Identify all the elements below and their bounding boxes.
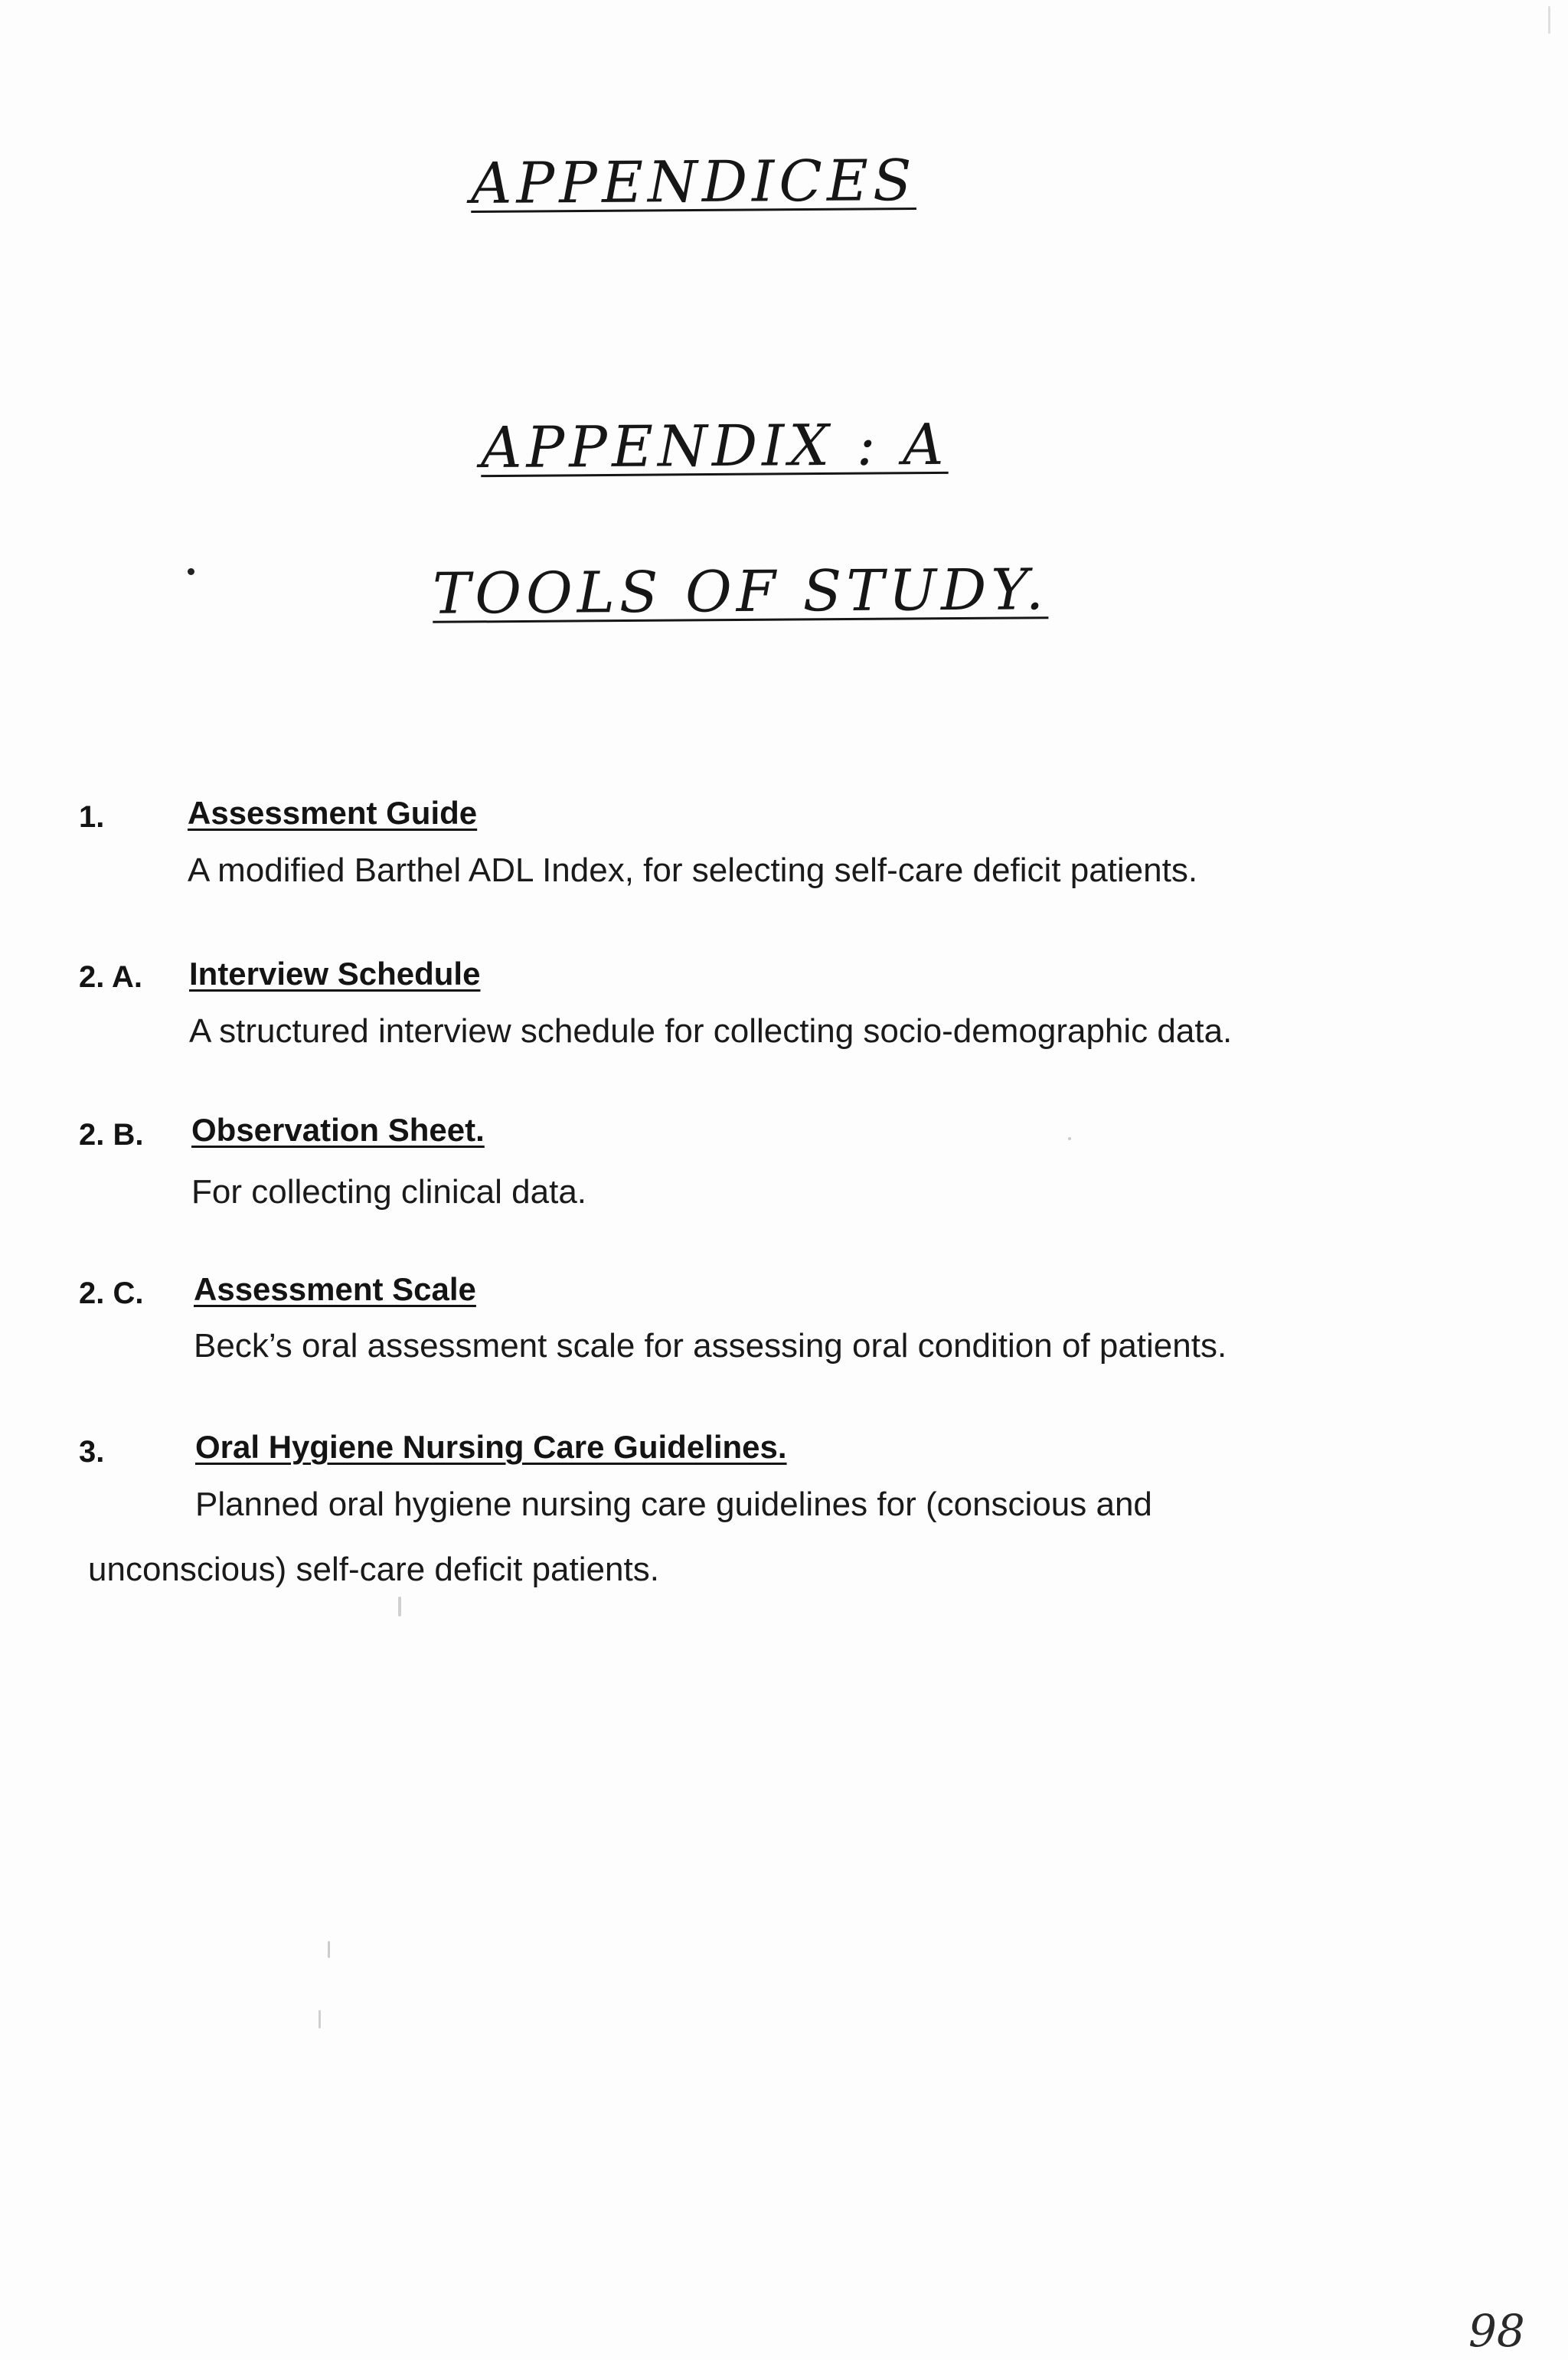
item-heading: Oral Hygiene Nursing Care Guidelines. bbox=[195, 1429, 787, 1465]
tools-of-study-title: TOOLS OF STUDY. bbox=[432, 557, 1049, 627]
scan-speck bbox=[328, 1941, 330, 1958]
item-description: A modified Barthel ADL Index, for selecting self-care deficit patients. bbox=[188, 851, 1198, 889]
appendices-title: APPENDICES bbox=[470, 147, 916, 217]
item-description-line-2: unconscious) self-care deficit patients. bbox=[88, 1551, 659, 1588]
item-description-line-1: Planned oral hygiene nursing care guidelines for (conscious and bbox=[195, 1486, 1152, 1523]
item-description: For collecting clinical data. bbox=[191, 1173, 587, 1211]
item-heading: Interview Schedule bbox=[189, 956, 481, 992]
item-number: 3. bbox=[79, 1435, 105, 1469]
appendix-a-title: APPENDIX : A bbox=[480, 411, 949, 482]
item-heading: Assessment Scale bbox=[194, 1271, 476, 1307]
scan-speck bbox=[1068, 1137, 1071, 1140]
item-number: 2. C. bbox=[79, 1276, 144, 1310]
item-number: 1. bbox=[79, 800, 105, 834]
item-number: 2. B. bbox=[79, 1118, 144, 1152]
scan-speck bbox=[398, 1597, 401, 1616]
scan-speck bbox=[1548, 6, 1550, 34]
item-heading: Observation Sheet. bbox=[191, 1112, 485, 1148]
scan-speck bbox=[318, 2010, 321, 2028]
stray-dot bbox=[188, 568, 194, 575]
item-description: Beck’s oral assessment scale for assessing oral condition of patients. bbox=[194, 1327, 1227, 1365]
page-number: 98 bbox=[1468, 2305, 1525, 2357]
item-number: 2. A. bbox=[79, 960, 142, 994]
item-description: A structured interview schedule for collecting socio-demographic data. bbox=[189, 1012, 1233, 1050]
item-heading: Assessment Guide bbox=[188, 795, 478, 831]
